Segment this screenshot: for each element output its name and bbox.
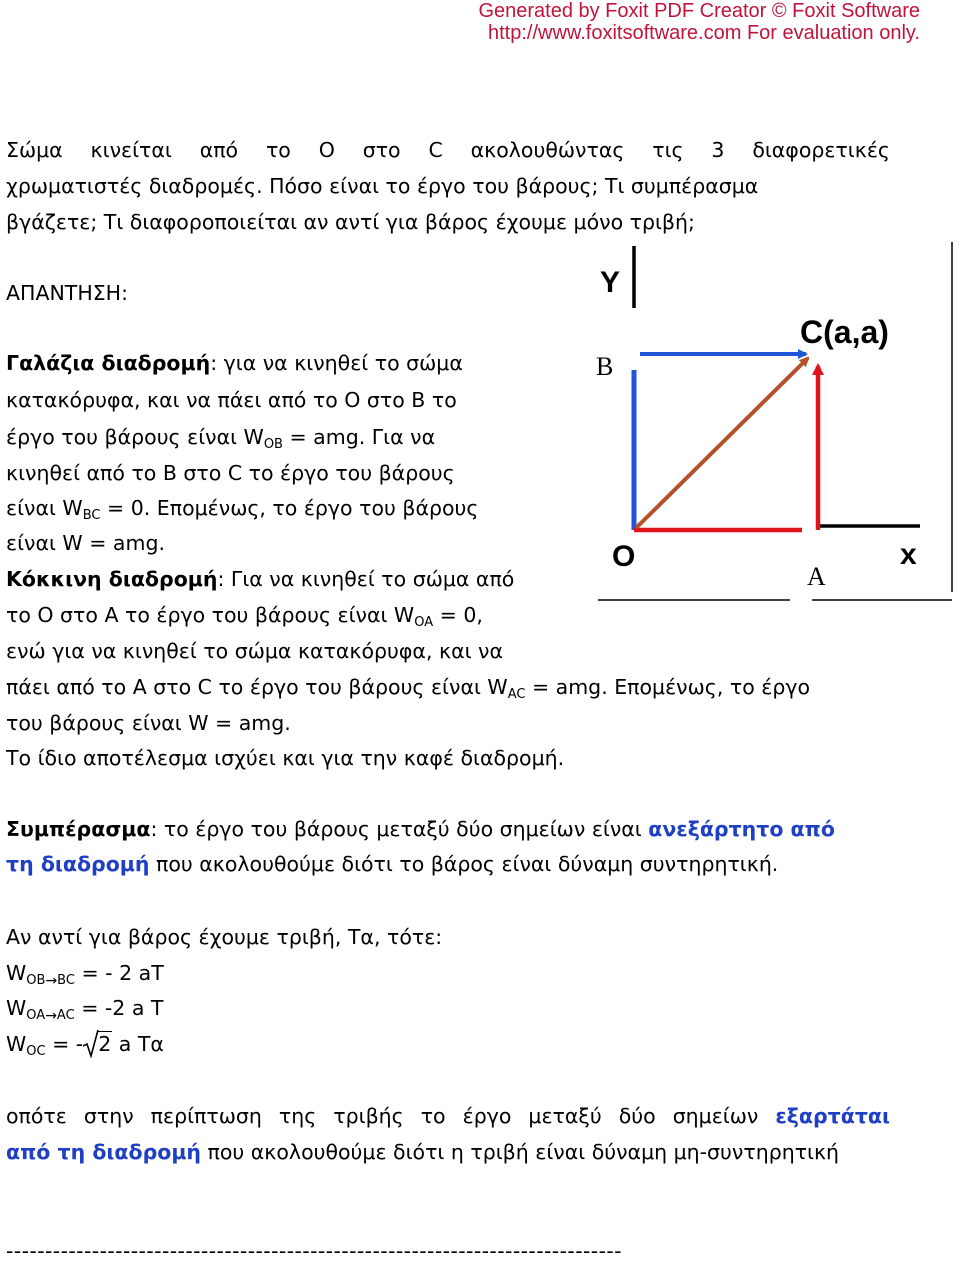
path-diagram bbox=[590, 230, 960, 610]
watermark-line-2: http://www.foxitsoftware.com For evaluation only. bbox=[487, 22, 920, 44]
question-line-1 bbox=[6, 137, 890, 163]
question-word: ακολουθώντας bbox=[470, 138, 625, 162]
final-highlight-1: εξαρτάται bbox=[775, 1104, 890, 1128]
red-path-line-2: το O στο A το έργο του βάρους είναι $W_{OA} = 0$, bbox=[6, 603, 483, 630]
blue-path-line-2: κατακόρυφα, και να πάει από το O στο B το bbox=[6, 388, 457, 412]
red-path-line-5: του βάρους είναι W = amg. bbox=[6, 711, 291, 735]
final-word: της bbox=[278, 1104, 317, 1128]
origin-label: O bbox=[612, 540, 636, 573]
right-arrow-icon: → bbox=[45, 1008, 57, 1024]
point-a-label: A bbox=[807, 562, 826, 591]
blue-path-line-6: είναι W = amg. bbox=[6, 531, 165, 555]
question-line-2: χρωματιστές διαδρομές. Πόσο είναι το έργο του βάρους; Τι συμπέρασμα bbox=[6, 174, 759, 198]
question-word: στο bbox=[362, 138, 401, 162]
friction-eq-2: $W_{OA\to AC} = -2$ a T bbox=[6, 996, 164, 1024]
red-path-label: Κόκκινη διαδρομή bbox=[6, 567, 218, 591]
question-word: τις bbox=[652, 138, 684, 162]
friction-eq-1: $W_{OB\to BC}$ = - 2 aT bbox=[6, 961, 164, 989]
square-root-icon: 2 bbox=[83, 1031, 112, 1057]
conclusion-line-1: Συμπέρασμα: το έργο του βάρους μεταξύ δύο σημείων είναι ανεξάρτητο από bbox=[6, 817, 835, 841]
red-path-line-4: πάει από το A στο C το έργο του βάρους είναι $W_{AC}$ = amg. Επομένως, το έργο bbox=[6, 675, 811, 702]
red-path-line-1: Κόκκινη διαδρομή: Για να κινηθεί το σώμα από bbox=[6, 567, 515, 591]
red-path-line-6: Το ίδιο αποτέλεσμα ισχύει και για την καφέ διαδρομή. bbox=[6, 746, 565, 770]
blue-path-line-5: είναι $W_{BC} = 0$. Επομένως, το έργο του βάρους bbox=[6, 496, 479, 523]
final-line-2: από τη διαδρομή που ακολουθούμε διότι η τριβή είναι δύναμη μη-συντηρητική bbox=[6, 1140, 840, 1164]
question-word: κινείται bbox=[90, 138, 172, 162]
conclusion-highlight-2: τη διαδρομή bbox=[6, 852, 150, 876]
question-word: 3 bbox=[711, 138, 725, 162]
x-axis-label: x bbox=[900, 538, 917, 571]
blue-path-label: Γαλάζια διαδρομή bbox=[6, 351, 211, 375]
conclusion-highlight-1: ανεξάρτητο από bbox=[648, 817, 835, 841]
watermark-line-1: Generated by Foxit PDF Creator © Foxit Software bbox=[478, 0, 920, 22]
red-path-line-3: ενώ για να κινηθεί το σώμα κατακόρυφα, και να bbox=[6, 639, 503, 663]
question-word: Σώμα bbox=[6, 138, 63, 162]
point-c-label: C(a,a) bbox=[800, 314, 889, 350]
final-word: δύο bbox=[618, 1104, 656, 1128]
final-word: μεταξύ bbox=[528, 1104, 602, 1128]
final-word: το bbox=[420, 1104, 446, 1128]
question-word: O bbox=[318, 138, 335, 162]
right-arrow-icon: → bbox=[45, 973, 58, 989]
blue-path-line-4: κινηθεί από το B στο C το έργο του βάρους bbox=[6, 461, 455, 485]
question-word: διαφορετικές bbox=[752, 138, 890, 162]
friction-eq-3: $W_{OC}$ = - 2 a Τα bbox=[6, 1032, 164, 1059]
dashed-separator: ------------------------------------------------------------------------------- bbox=[6, 1239, 622, 1263]
conclusion-line-2: τη διαδρομή που ακολουθούμε διότι το βάρος είναι δύναμη συντηρητική. bbox=[6, 852, 779, 876]
final-word: τριβής bbox=[333, 1104, 404, 1128]
point-b-label: B bbox=[596, 352, 614, 381]
final-word: οπότε bbox=[6, 1104, 67, 1128]
final-word: σημείων bbox=[672, 1104, 759, 1128]
final-word: έργο bbox=[462, 1104, 512, 1128]
blue-path-line-1: Γαλάζια διαδρομή: για να κινηθεί το σώμα bbox=[6, 351, 463, 375]
y-axis-label: Y bbox=[600, 266, 621, 299]
final-line-1 bbox=[6, 1103, 890, 1129]
question-word: το bbox=[265, 138, 291, 162]
final-word: στην bbox=[83, 1104, 134, 1128]
question-word: C bbox=[428, 138, 443, 162]
brown-path-diagonal bbox=[636, 358, 808, 528]
blue-path-line-3: έργο του βάρους είναι $W_{OB}$ = amg. Για να bbox=[6, 425, 436, 452]
conclusion-label: Συμπέρασμα bbox=[6, 817, 151, 841]
question-word: από bbox=[199, 138, 239, 162]
final-word: περίπτωση bbox=[150, 1104, 262, 1128]
question-line-3: βγάζετε; Τι διαφοροποιείται αν αντί για βάρος έχουμε μόνο τριβή; bbox=[6, 210, 695, 234]
answer-label: ΑΠΑΝΤΗΣΗ: bbox=[6, 281, 129, 305]
final-highlight-2: από τη διαδρομή bbox=[6, 1140, 202, 1164]
friction-intro: Αν αντί για βάρος έχουμε τριβή, Τα, τότε: bbox=[6, 925, 443, 949]
